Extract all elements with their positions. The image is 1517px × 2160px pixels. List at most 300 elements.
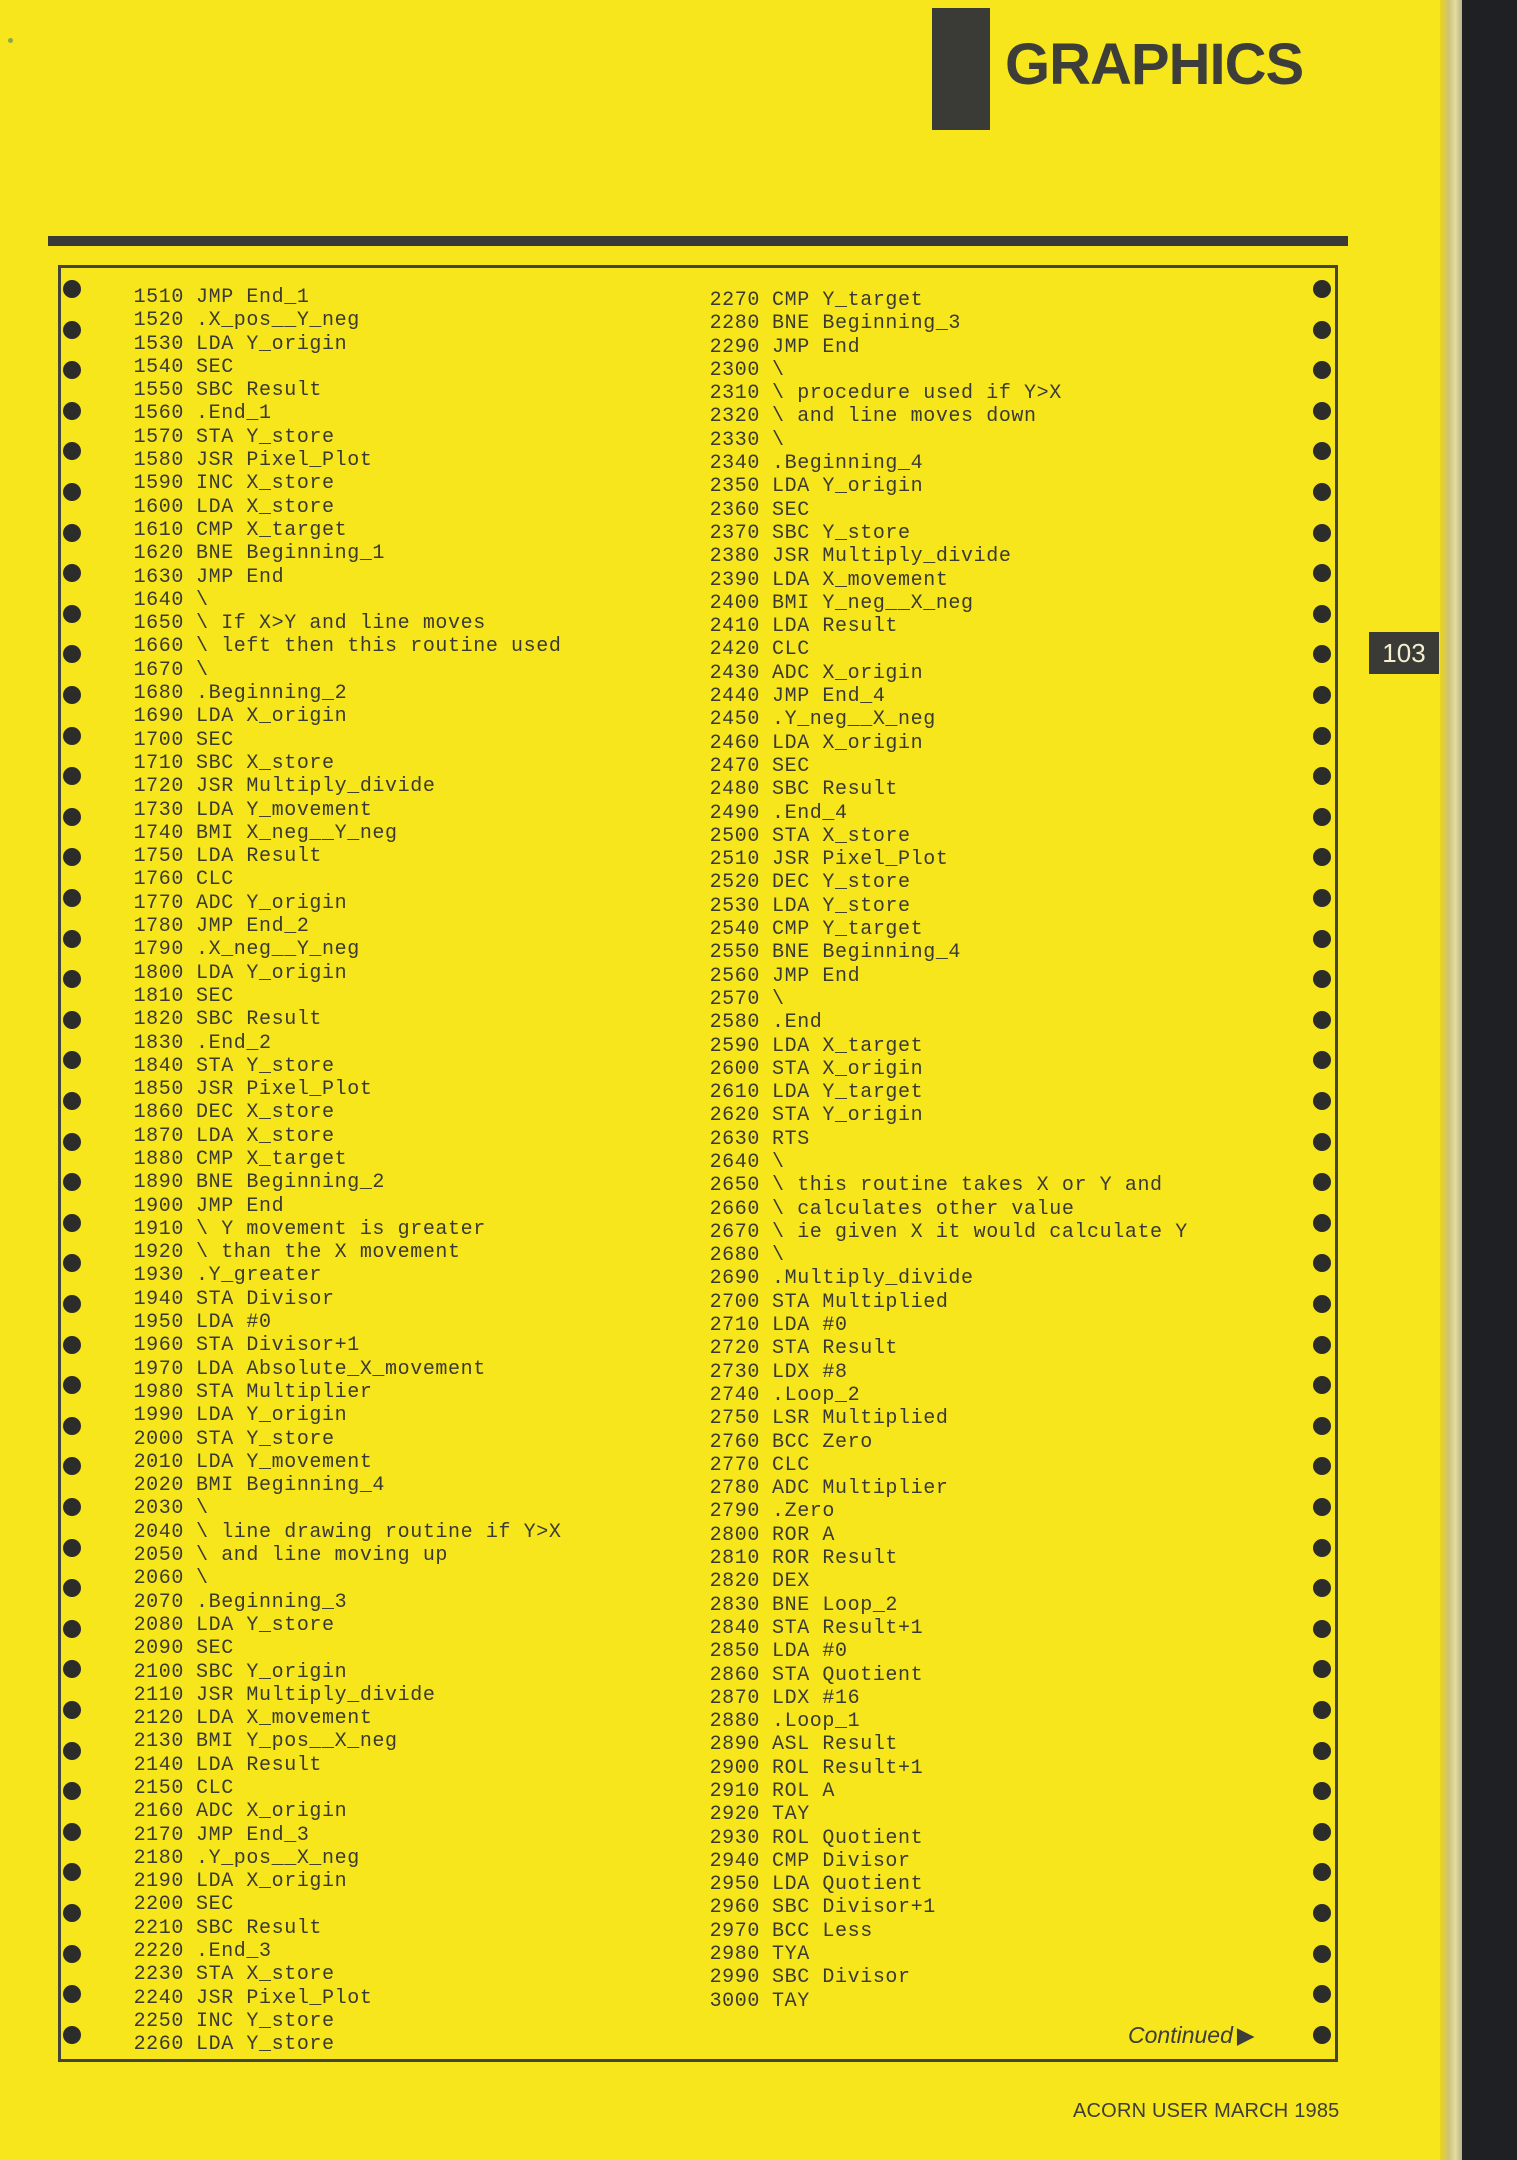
code-line (694, 638, 1188, 661)
code-line (694, 825, 1188, 848)
code-line (118, 1404, 561, 1427)
line-number: 1980 (133, 1380, 184, 1404)
line-number: 1890 (133, 1171, 184, 1195)
code-line (694, 1035, 1188, 1058)
sprocket-hole (1313, 889, 1331, 907)
code-line (118, 1684, 561, 1707)
line-number: 2940 (709, 1849, 760, 1873)
line-number: 2040 (133, 1520, 184, 1544)
sprocket-hole (63, 524, 81, 542)
code-statement: SBC Result (196, 379, 323, 403)
code-statement: SBC X_store (196, 751, 335, 775)
line-number: 1840 (133, 1054, 184, 1078)
code-statement: .Y_greater (196, 1264, 323, 1288)
line-number: 1590 (133, 472, 184, 496)
sprocket-hole (63, 727, 81, 745)
code-statement: BMI Y_pos__X_neg (196, 1730, 398, 1754)
sprocket-hole (63, 1051, 81, 1069)
code-statement: SEC (772, 498, 810, 522)
code-statement: TYA (772, 1943, 810, 1967)
line-number: 1670 (133, 658, 184, 682)
line-number: 2710 (709, 1314, 760, 1338)
code-line (694, 359, 1188, 382)
code-line (118, 309, 561, 332)
line-number: 2840 (709, 1616, 760, 1640)
code-line (118, 822, 561, 845)
code-line (118, 1078, 561, 1101)
code-line (694, 1733, 1188, 1756)
line-number: 2180 (133, 1846, 184, 1870)
continued-note (1128, 2022, 1255, 2049)
sprocket-hole (63, 1620, 81, 1638)
line-number: 2030 (133, 1497, 184, 1521)
sprocket-hole (63, 442, 81, 460)
line-number: 1950 (133, 1311, 184, 1335)
code-statement: \ this routine takes X or Y and (772, 1174, 1163, 1198)
code-line (118, 1521, 561, 1544)
code-line (118, 566, 561, 589)
code-line (118, 799, 561, 822)
code-line (694, 1454, 1188, 1477)
line-number: 2010 (133, 1450, 184, 1474)
line-number: 2610 (709, 1081, 760, 1105)
code-statement: \ (196, 658, 209, 682)
sprocket-hole (63, 2026, 81, 2044)
line-number: 2310 (709, 382, 760, 406)
line-number: 2680 (709, 1244, 760, 1268)
code-statement: SEC (196, 1637, 234, 1661)
code-line (118, 1428, 561, 1451)
sprocket-hole (1313, 930, 1331, 948)
line-number: 1520 (133, 309, 184, 333)
line-number: 2750 (709, 1407, 760, 1431)
code-line (118, 1451, 561, 1474)
code-line (694, 988, 1188, 1011)
sprocket-hole (1313, 2026, 1331, 2044)
code-line (118, 1824, 561, 1847)
line-number: 2060 (133, 1567, 184, 1591)
code-line (694, 1757, 1188, 1780)
sprocket-hole (63, 1214, 81, 1232)
code-statement: LDA #0 (196, 1311, 272, 1335)
code-line (118, 1870, 561, 1893)
code-statement: .Beginning_3 (196, 1590, 348, 1614)
sprocket-hole (63, 1985, 81, 2003)
sprocket-hole (1313, 361, 1331, 379)
line-number: 1990 (133, 1404, 184, 1428)
code-line (118, 379, 561, 402)
right-triangle-icon: ▶ (1236, 2022, 1255, 2048)
line-number: 2480 (709, 778, 760, 802)
line-number: 2470 (709, 754, 760, 778)
line-number: 2570 (709, 987, 760, 1011)
line-number: 2850 (709, 1640, 760, 1664)
sprocket-hole (1313, 1742, 1331, 1760)
line-number: 2160 (133, 1800, 184, 1824)
sprocket-hole (1313, 321, 1331, 339)
code-line (694, 1011, 1188, 1034)
code-statement: JMP End_4 (772, 685, 886, 709)
line-number: 1600 (133, 495, 184, 519)
code-line (694, 475, 1188, 498)
line-number: 2380 (709, 545, 760, 569)
line-number: 2400 (709, 591, 760, 615)
code-line (118, 775, 561, 798)
code-line (118, 1358, 561, 1381)
code-line (118, 1101, 561, 1124)
code-statement: BMI Y_neg__X_neg (772, 591, 974, 615)
code-statement: JMP End_3 (196, 1823, 310, 1847)
line-number: 2880 (709, 1710, 760, 1734)
sprocket-hole (1313, 1051, 1331, 1069)
line-number: 2560 (709, 964, 760, 988)
code-statement: LDA X_origin (196, 1870, 348, 1894)
line-number: 2290 (709, 335, 760, 359)
code-line (694, 1664, 1188, 1687)
code-line (118, 682, 561, 705)
sprocket-hole (63, 1457, 81, 1475)
line-number: 2860 (709, 1663, 760, 1687)
line-number: 1900 (133, 1194, 184, 1218)
code-line (694, 802, 1188, 825)
header-rule (48, 236, 1348, 246)
continued-label: Continued (1128, 2022, 1233, 2048)
code-statement: \ Y movement is greater (196, 1217, 486, 1241)
sprocket-hole (63, 564, 81, 582)
sprocket-hole (1313, 970, 1331, 988)
code-line (118, 449, 561, 472)
code-line (118, 1264, 561, 1287)
line-number: 2590 (709, 1034, 760, 1058)
code-line (694, 1594, 1188, 1617)
code-line (694, 1873, 1188, 1896)
line-number: 2820 (709, 1570, 760, 1594)
code-line (118, 1940, 561, 1963)
code-statement: .X_neg__Y_neg (196, 938, 360, 962)
sprocket-hole (1313, 483, 1331, 501)
line-number: 2660 (709, 1197, 760, 1221)
code-line (694, 1570, 1188, 1593)
code-statement: JSR Multiply_divide (196, 775, 436, 799)
code-line (118, 1497, 561, 1520)
line-number: 1700 (133, 728, 184, 752)
line-number: 1580 (133, 449, 184, 473)
line-number: 2720 (709, 1337, 760, 1361)
line-number: 1810 (133, 984, 184, 1008)
line-number: 2500 (709, 824, 760, 848)
code-line (118, 915, 561, 938)
sprocket-hole (1313, 1336, 1331, 1354)
code-line (694, 941, 1188, 964)
code-line (118, 402, 561, 425)
line-number: 1540 (133, 355, 184, 379)
sprocket-hole (1313, 564, 1331, 582)
code-statement: LDA Y_origin (772, 475, 924, 499)
line-number: 2240 (133, 1986, 184, 2010)
sprocket-hole (63, 1904, 81, 1922)
code-line (694, 1617, 1188, 1640)
code-statement: SEC (196, 984, 234, 1008)
code-statement: LDA Absolute_X_movement (196, 1357, 486, 1381)
code-statement: .Beginning_2 (196, 682, 348, 706)
sprocket-hole (1313, 1782, 1331, 1800)
code-statement: \ than the X movement (196, 1241, 461, 1265)
line-number: 2230 (133, 1963, 184, 1987)
code-statement: DEC Y_store (772, 871, 911, 895)
code-statement: LDA Y_store (196, 2033, 335, 2057)
line-number: 1850 (133, 1078, 184, 1102)
code-statement: SBC Y_origin (196, 1660, 348, 1684)
code-line (118, 1777, 561, 1800)
code-statement: .End_3 (196, 1940, 272, 1964)
code-line (118, 1148, 561, 1171)
code-statement: LDA #0 (772, 1640, 848, 1664)
code-line (694, 1128, 1188, 1151)
line-number: 2990 (709, 1966, 760, 1990)
code-statement: .End_2 (196, 1031, 272, 1055)
sprocket-hole (1313, 1417, 1331, 1435)
listing-column-right (694, 289, 1188, 2013)
code-line (694, 569, 1188, 592)
code-line (118, 1195, 561, 1218)
code-statement: ASL Result (772, 1733, 899, 1757)
code-line (118, 1008, 561, 1031)
code-statement: ROL Quotient (772, 1826, 924, 1850)
code-statement: LDA Y_origin (196, 1404, 348, 1428)
code-statement: SBC Divisor (772, 1966, 911, 1990)
code-line (694, 895, 1188, 918)
line-number: 1770 (133, 891, 184, 915)
code-statement: JMP End_1 (196, 286, 310, 309)
code-statement: CMP Y_target (772, 918, 924, 942)
line-number: 2070 (133, 1590, 184, 1614)
code-line (118, 1311, 561, 1334)
line-number: 1730 (133, 798, 184, 822)
code-line (694, 918, 1188, 941)
sprocket-hole (63, 1579, 81, 1597)
code-statement: \ (772, 358, 785, 382)
code-statement: STA Divisor+1 (196, 1334, 360, 1358)
code-statement: .End_1 (196, 402, 272, 426)
sprocket-hole (1313, 442, 1331, 460)
code-line (118, 1893, 561, 1916)
line-number: 2090 (133, 1637, 184, 1661)
line-number: 2800 (709, 1523, 760, 1547)
line-number: 1830 (133, 1031, 184, 1055)
code-line (118, 333, 561, 356)
code-statement: .End (772, 1011, 823, 1035)
line-number: 2640 (709, 1150, 760, 1174)
line-number: 2670 (709, 1220, 760, 1244)
code-statement: JMP End_2 (196, 915, 310, 939)
code-statement: LDX #16 (772, 1686, 861, 1710)
line-number: 2270 (709, 289, 760, 312)
code-line (694, 1198, 1188, 1221)
code-statement: LDA X_movement (772, 568, 949, 592)
line-number: 2000 (133, 1427, 184, 1451)
code-line (694, 1943, 1188, 1966)
sprocket-hole (63, 1782, 81, 1800)
sprocket-hole (63, 1133, 81, 1151)
code-line (118, 729, 561, 752)
code-statement: BNE Loop_2 (772, 1593, 899, 1617)
code-line (118, 1055, 561, 1078)
line-number: 2430 (709, 661, 760, 685)
line-number: 2620 (709, 1104, 760, 1128)
code-statement: \ If X>Y and line moves (196, 612, 486, 636)
code-statement: CLC (196, 868, 234, 892)
code-statement: BCC Less (772, 1919, 873, 1943)
code-line (694, 1337, 1188, 1360)
code-statement: LDA X_store (196, 495, 335, 519)
line-number: 1740 (133, 821, 184, 845)
line-number: 2700 (709, 1290, 760, 1314)
line-number: 2900 (709, 1756, 760, 1780)
code-line (118, 1288, 561, 1311)
line-number: 2870 (709, 1686, 760, 1710)
code-statement: \ line drawing routine if Y>X (196, 1520, 562, 1544)
code-statement: CMP X_target (196, 1147, 348, 1171)
code-line (118, 519, 561, 542)
code-line (694, 1104, 1188, 1127)
sprocket-hole (63, 970, 81, 988)
line-number: 2140 (133, 1753, 184, 1777)
code-statement: BNE Beginning_2 (196, 1171, 386, 1195)
code-line (694, 545, 1188, 568)
code-line (118, 1241, 561, 1264)
line-number: 2410 (709, 615, 760, 639)
code-statement: SEC (196, 728, 234, 752)
code-statement: JSR Pixel_Plot (772, 848, 949, 872)
line-number: 2450 (709, 708, 760, 732)
sprocket-hole (1313, 1376, 1331, 1394)
sprocket-hole (1313, 402, 1331, 420)
sprocket-hole (63, 1336, 81, 1354)
code-line (118, 985, 561, 1008)
line-number: 2250 (133, 2009, 184, 2033)
code-line (694, 382, 1188, 405)
code-line (694, 685, 1188, 708)
code-line (118, 1591, 561, 1614)
code-line (694, 1803, 1188, 1826)
code-statement: LDA Result (196, 845, 323, 869)
sprocket-hole (63, 280, 81, 298)
sprocket-hole (1313, 1092, 1331, 1110)
code-statement: \ procedure used if Y>X (772, 382, 1062, 406)
line-number: 1630 (133, 565, 184, 589)
code-statement: \ (196, 1497, 209, 1521)
code-line (694, 405, 1188, 428)
line-number: 2220 (133, 1940, 184, 1964)
code-line (118, 1334, 561, 1357)
line-number: 2130 (133, 1730, 184, 1754)
code-line (118, 542, 561, 565)
header-bar (932, 8, 990, 130)
code-statement: SBC Result (196, 1916, 323, 1940)
sprocket-hole (1313, 645, 1331, 663)
code-line (118, 1987, 561, 2010)
line-number: 1930 (133, 1264, 184, 1288)
code-line (118, 1125, 561, 1148)
code-line (694, 1547, 1188, 1570)
line-number: 1780 (133, 915, 184, 939)
line-number: 2490 (709, 801, 760, 825)
code-line (118, 1847, 561, 1870)
code-statement: \ (772, 428, 785, 452)
code-statement: LDA X_origin (196, 705, 348, 729)
line-number: 1760 (133, 868, 184, 892)
code-statement: ROR A (772, 1523, 836, 1547)
code-line (118, 1567, 561, 1590)
line-number: 2110 (133, 1683, 184, 1707)
line-number: 1910 (133, 1217, 184, 1241)
line-number: 2830 (709, 1593, 760, 1617)
code-statement: LDA Result (196, 1753, 323, 1777)
sprocket-hole (1313, 1904, 1331, 1922)
sprocket-hole (63, 767, 81, 785)
line-number: 2650 (709, 1174, 760, 1198)
code-line (118, 1661, 561, 1684)
code-line (118, 1963, 561, 1986)
code-statement: STA Multiplied (772, 1290, 949, 1314)
code-statement: JMP End (772, 964, 861, 988)
line-number: 2050 (133, 1544, 184, 1568)
code-line (694, 965, 1188, 988)
sprocket-hole (1313, 1539, 1331, 1557)
code-line (118, 938, 561, 961)
section-title: GRAPHICS (1005, 32, 1304, 97)
code-line (694, 1710, 1188, 1733)
code-statement: LDA Quotient (772, 1873, 924, 1897)
code-line (118, 962, 561, 985)
code-statement: \ and line moves down (772, 405, 1037, 429)
code-statement: STA Y_store (196, 1427, 335, 1451)
code-statement: .Zero (772, 1500, 836, 1524)
line-number: 2300 (709, 358, 760, 382)
line-number: 1660 (133, 635, 184, 659)
code-line (694, 708, 1188, 731)
code-statement: CLC (196, 1777, 234, 1800)
code-statement: SEC (772, 754, 810, 778)
code-line (694, 1081, 1188, 1104)
line-number: 2630 (709, 1127, 760, 1151)
line-number: 2200 (133, 1893, 184, 1917)
code-line (118, 2033, 561, 2056)
sprocket-hole (1313, 1985, 1331, 2003)
sprocket-hole (1313, 1214, 1331, 1232)
line-number: 2210 (133, 1916, 184, 1940)
code-statement: SBC Result (196, 1008, 323, 1032)
sprocket-hole (1313, 727, 1331, 745)
code-statement: CMP X_target (196, 518, 348, 542)
line-number: 2460 (709, 731, 760, 755)
code-line (694, 1640, 1188, 1663)
code-statement: .Loop_1 (772, 1710, 861, 1734)
code-line (118, 472, 561, 495)
sprocket-hole (63, 1417, 81, 1435)
code-line (118, 1707, 561, 1730)
code-line (694, 1058, 1188, 1081)
line-number: 2920 (709, 1803, 760, 1827)
line-number: 1960 (133, 1334, 184, 1358)
code-line (118, 1381, 561, 1404)
code-statement: TAY (772, 1989, 810, 2013)
line-number: 2740 (709, 1383, 760, 1407)
sprocket-hole (63, 686, 81, 704)
sprocket-hole (63, 645, 81, 663)
code-line (694, 1314, 1188, 1337)
sprocket-hole (1313, 1133, 1331, 1151)
